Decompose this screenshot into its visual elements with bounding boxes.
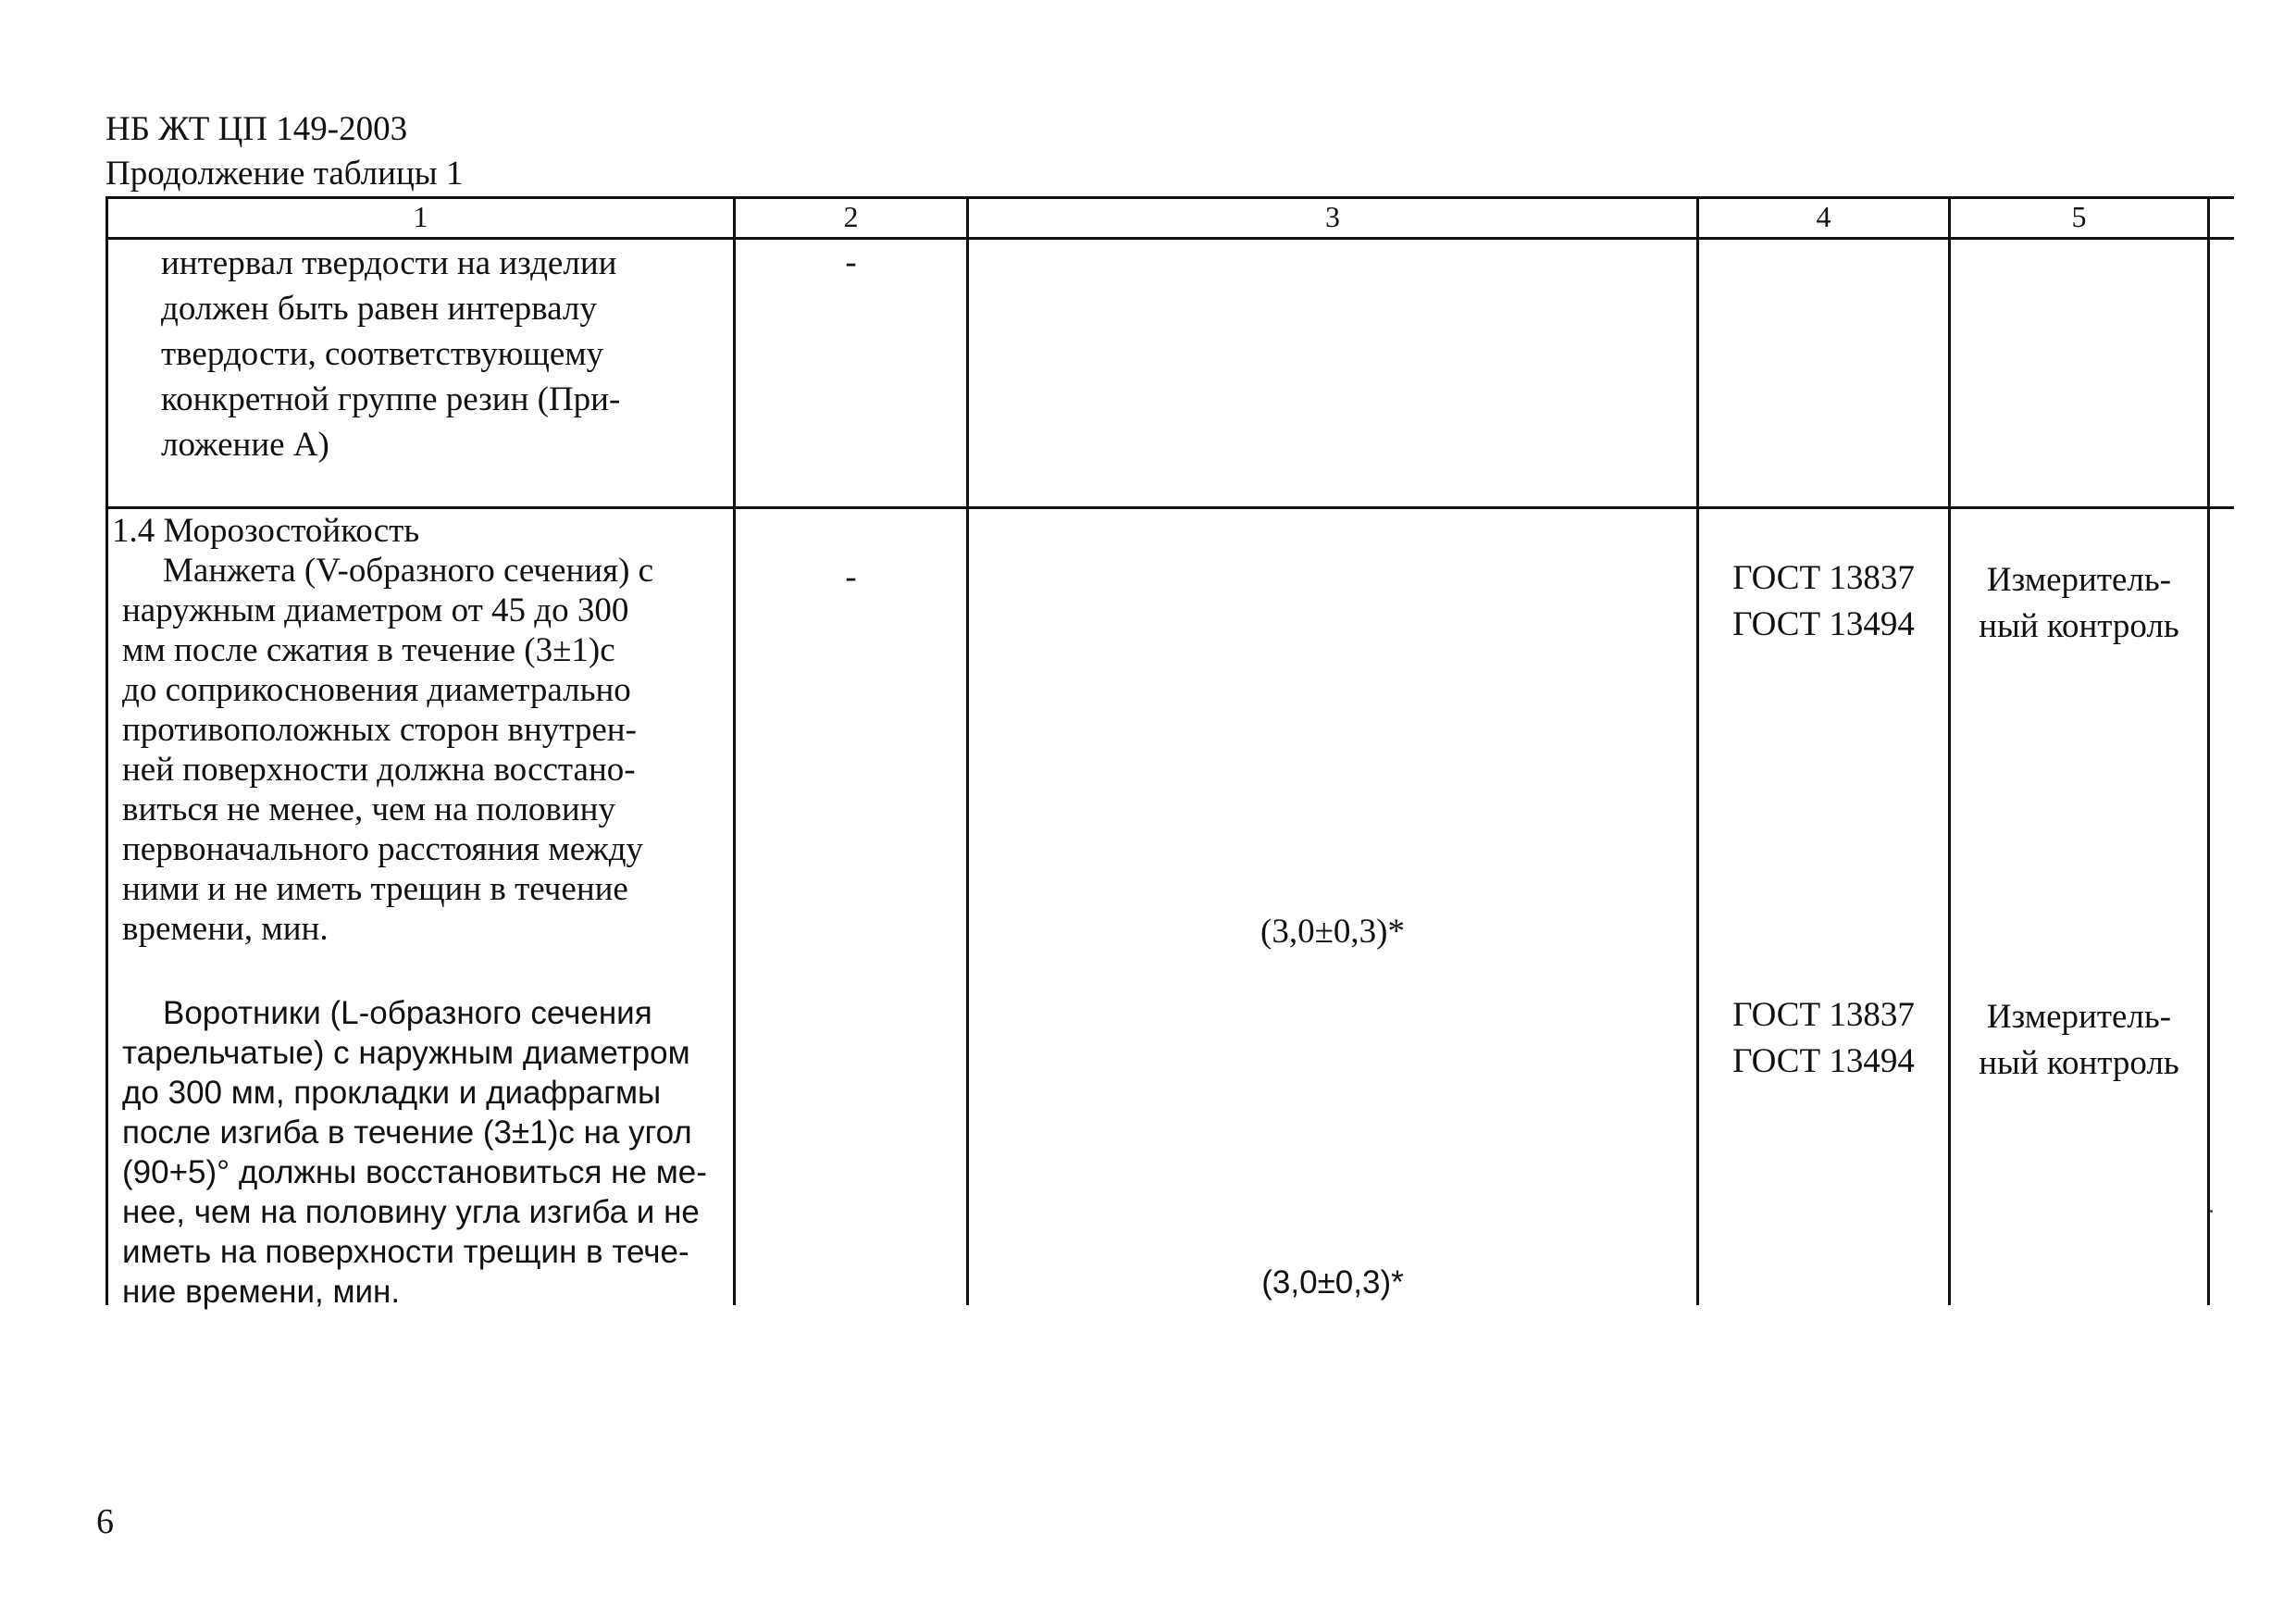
- item1-col2-value: -: [845, 558, 857, 596]
- item2-col3-value: (3,0±0,3)*: [1261, 1264, 1404, 1301]
- col3-col4-divider: [1696, 196, 1699, 1305]
- item1-line: ней поверхности должна восстано-: [122, 751, 636, 789]
- row1-line: должен быть равен интервалу: [161, 290, 597, 328]
- item2-control: Измеритель-: [1986, 998, 2172, 1036]
- section-title-frost-resistance: 1.4 Морозостойкость: [112, 512, 420, 550]
- item1-line: первоначального расстояния между: [122, 830, 644, 868]
- item1-line: мм после сжатия в течение (3±1)с: [122, 631, 615, 669]
- item1-line: Манжета (V-образного сечения) с: [163, 552, 654, 590]
- item1-line: виться не менее, чем на половину: [122, 790, 615, 828]
- item1-col5-control: [1951, 557, 2207, 650]
- item1-description: [122, 551, 653, 949]
- item2-line: ние времени, мин.: [122, 1274, 401, 1310]
- table-left-border: [105, 196, 108, 1305]
- row1-col2-value: -: [845, 243, 857, 281]
- column-number-1: 1: [413, 200, 428, 233]
- column-number-3: 3: [1325, 200, 1340, 233]
- page-number: 6: [96, 1502, 114, 1541]
- item2-line: до 300 мм, прокладки и диафрагмы: [122, 1075, 662, 1111]
- row1-line: конкретной группе резин (При-: [161, 380, 621, 418]
- item1-col4-standards: [1699, 555, 1948, 648]
- item2-description: [122, 993, 707, 1312]
- item1-line: ними и не иметь трещин в течение: [122, 870, 628, 908]
- header-bottom-border: [107, 237, 2234, 240]
- scan-speck: [2210, 1210, 2213, 1213]
- item2-line: иметь на поверхности трещин в тече-: [122, 1234, 689, 1270]
- item2-line: (90+5)° должны восстановиться не ме-: [122, 1154, 707, 1190]
- table-right-border: [2207, 196, 2210, 1305]
- item1-line: противоположных сторон внутрен-: [122, 711, 637, 749]
- item1-line: времени, мин.: [122, 910, 329, 948]
- item1-standard: ГОСТ 13494: [1732, 605, 1915, 643]
- item2-standard: ГОСТ 13837: [1732, 996, 1915, 1034]
- item2-line: после изгиба в течение (3±1)с на угол: [122, 1114, 692, 1151]
- item2-control: ный контроль: [1979, 1044, 2179, 1082]
- item2-line: нее, чем на половину угла изгиба и не: [122, 1194, 700, 1230]
- document-code: НБ ЖТ ЦП 149-2003: [105, 110, 408, 148]
- column-number-4: 4: [1816, 200, 1831, 233]
- item2-line: Воротники (L-образного сечения: [163, 995, 652, 1031]
- row1-line: ложение А): [161, 426, 329, 464]
- item1-control: Измеритель-: [1986, 561, 2172, 599]
- col2-col3-divider: [966, 196, 969, 1305]
- column-number-2: 2: [843, 200, 859, 233]
- item1-col3-value: (3,0±0,3)*: [1260, 913, 1405, 951]
- column-number-5: 5: [2071, 200, 2087, 233]
- item2-col4-standards: [1699, 992, 1948, 1085]
- col4-col5-divider: [1948, 196, 1951, 1305]
- row1-description: [161, 241, 620, 467]
- row1-line: интервал твердости на изделии: [161, 244, 617, 282]
- item2-line: тарельчатые) с наружным диаметром: [122, 1035, 690, 1071]
- item1-line: наружным диаметром от 45 до 300: [122, 591, 629, 629]
- item2-standard: ГОСТ 13494: [1732, 1042, 1915, 1080]
- row1-bottom-border: [107, 506, 2234, 509]
- row1-line: твердости, соответствующему: [161, 335, 604, 373]
- item1-control: ный контроль: [1979, 607, 2179, 645]
- table-continuation-caption: Продолжение таблицы 1: [105, 155, 464, 193]
- item1-standard: ГОСТ 13837: [1732, 559, 1915, 597]
- item1-line: до соприкосновения диаметрально: [122, 671, 631, 709]
- col1-col2-divider: [733, 196, 736, 1305]
- item2-col5-control: [1951, 994, 2207, 1087]
